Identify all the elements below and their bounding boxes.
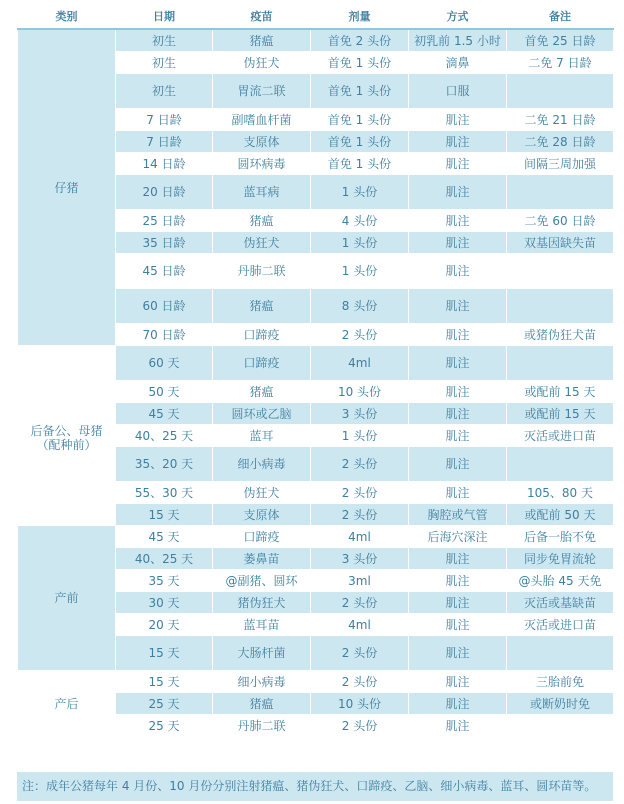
cell-method: 肌注 xyxy=(409,403,507,425)
cell-dose: 首免 1 头份 xyxy=(311,131,409,153)
cell-method: 肌注 xyxy=(409,232,507,254)
cell-remarks xyxy=(507,254,614,289)
cell-remarks: 二免 7 日龄 xyxy=(507,52,614,74)
cell-vaccine: 细小病毒 xyxy=(213,671,311,693)
cell-vaccine: 伪狂犬 xyxy=(213,232,311,254)
cell-date: 25 日龄 xyxy=(116,210,213,232)
cell-remarks: 或配前 50 天 xyxy=(507,504,614,526)
cell-vaccine: 支原体 xyxy=(213,131,311,153)
footnote: 注：成年公猪每年 4 月份、10 月份分别注射猪瘟、猪伪狂犬、口蹄疫、乙脑、细小病毒、蓝耳、圆环苗等。 xyxy=(17,772,613,801)
cell-date: 30 天 xyxy=(116,592,213,614)
category-postpartum: 产后 xyxy=(18,671,116,737)
cell-vaccine: 猪瘟 xyxy=(213,693,311,715)
cell-vaccine: 猪瘟 xyxy=(213,210,311,232)
cell-dose: 4 头份 xyxy=(311,210,409,232)
cell-dose: 首免 1 头份 xyxy=(311,153,409,175)
cell-remarks xyxy=(507,447,614,482)
cell-method: 肌注 xyxy=(409,109,507,131)
cell-method: 肌注 xyxy=(409,715,507,737)
header-date: 日期 xyxy=(116,6,213,30)
cell-method: 滴鼻 xyxy=(409,52,507,74)
category-gilt-boar: 后备公、母猪（配种前） xyxy=(18,346,116,526)
header-dose: 剂量 xyxy=(311,6,409,30)
cell-date: 55、30 天 xyxy=(116,482,213,504)
cell-remarks: 三胎前免 xyxy=(507,671,614,693)
cell-dose: 3 头份 xyxy=(311,403,409,425)
cell-vaccine: 大肠杆菌 xyxy=(213,636,311,671)
cell-remarks: 二免 28 日龄 xyxy=(507,131,614,153)
cell-vaccine: 猪瘟 xyxy=(213,29,311,52)
cell-dose: 2 头份 xyxy=(311,636,409,671)
cell-vaccine: 萎鼻苗 xyxy=(213,548,311,570)
cell-method: 肌注 xyxy=(409,693,507,715)
cell-method: 肌注 xyxy=(409,447,507,482)
cell-remarks: 间隔三周加强 xyxy=(507,153,614,175)
cell-dose: 2 头份 xyxy=(311,592,409,614)
cell-date: 40、25 天 xyxy=(116,425,213,447)
cell-remarks xyxy=(507,636,614,671)
cell-remarks: 灭活或进口苗 xyxy=(507,614,614,636)
cell-dose: 3ml xyxy=(311,570,409,592)
cell-date: 45 天 xyxy=(116,403,213,425)
cell-remarks: 或猪伪狂犬苗 xyxy=(507,324,614,346)
cell-dose: 10 头份 xyxy=(311,381,409,403)
cell-dose: 10 头份 xyxy=(311,693,409,715)
cell-vaccine: 圆环病毒 xyxy=(213,153,311,175)
cell-vaccine: 猪瘟 xyxy=(213,381,311,403)
cell-remarks xyxy=(507,289,614,324)
cell-date: 50 天 xyxy=(116,381,213,403)
cell-date: 60 日龄 xyxy=(116,289,213,324)
cell-vaccine: 口蹄疫 xyxy=(213,526,311,548)
cell-date: 7 日龄 xyxy=(116,131,213,153)
header-method: 方式 xyxy=(409,6,507,30)
table-row xyxy=(18,29,614,52)
cell-vaccine: 伪狂犬 xyxy=(213,52,311,74)
cell-date: 40、25 天 xyxy=(116,548,213,570)
cell-method: 肌注 xyxy=(409,346,507,381)
cell-dose: 3 头份 xyxy=(311,548,409,570)
cell-vaccine: 圆环或乙脑 xyxy=(213,403,311,425)
cell-remarks: 首免 25 日龄 xyxy=(507,29,614,52)
cell-vaccine: 胃流二联 xyxy=(213,74,311,109)
cell-remarks: @头胎 45 天免 xyxy=(507,570,614,592)
cell-method: 肌注 xyxy=(409,210,507,232)
table-row xyxy=(18,526,614,548)
cell-vaccine: 口蹄疫 xyxy=(213,324,311,346)
cell-date: 25 天 xyxy=(116,715,213,737)
cell-vaccine: 副嗜血杆菌 xyxy=(213,109,311,131)
cell-vaccine: 猪瘟 xyxy=(213,289,311,324)
cell-method: 肌注 xyxy=(409,175,507,210)
table-body xyxy=(18,29,614,737)
cell-vaccine: 伪狂犬 xyxy=(213,482,311,504)
cell-dose: 2 头份 xyxy=(311,671,409,693)
cell-vaccine: 蓝耳病 xyxy=(213,175,311,210)
cell-date: 初生 xyxy=(116,52,213,74)
cell-remarks: 或断奶时免 xyxy=(507,693,614,715)
cell-dose: 首免 1 头份 xyxy=(311,109,409,131)
cell-dose: 1 头份 xyxy=(311,254,409,289)
table-header-row xyxy=(18,6,614,30)
cell-dose: 2 头份 xyxy=(311,482,409,504)
cell-method: 肌注 xyxy=(409,570,507,592)
cell-date: 初生 xyxy=(116,74,213,109)
cell-dose: 4ml xyxy=(311,526,409,548)
cell-dose: 首免 1 头份 xyxy=(311,52,409,74)
cell-method: 肌注 xyxy=(409,614,507,636)
cell-method: 后海穴深注 xyxy=(409,526,507,548)
cell-method: 口服 xyxy=(409,74,507,109)
cell-remarks xyxy=(507,715,614,737)
vaccination-schedule-table xyxy=(17,5,614,737)
cell-method: 肌注 xyxy=(409,671,507,693)
cell-method: 肌注 xyxy=(409,324,507,346)
cell-dose: 2 头份 xyxy=(311,447,409,482)
cell-remarks: 二免 21 日龄 xyxy=(507,109,614,131)
cell-method: 肌注 xyxy=(409,289,507,324)
cell-method: 肌注 xyxy=(409,381,507,403)
cell-method: 肌注 xyxy=(409,636,507,671)
cell-dose: 首免 2 头份 xyxy=(311,29,409,52)
cell-remarks xyxy=(507,74,614,109)
cell-method: 肌注 xyxy=(409,425,507,447)
cell-vaccine: 细小病毒 xyxy=(213,447,311,482)
cell-date: 45 日龄 xyxy=(116,254,213,289)
cell-remarks: 同步免胃流轮 xyxy=(507,548,614,570)
cell-remarks: 或配前 15 天 xyxy=(507,403,614,425)
cell-vaccine: 丹肺二联 xyxy=(213,715,311,737)
cell-method: 肌注 xyxy=(409,131,507,153)
cell-method: 初乳前 1.5 小时 xyxy=(409,29,507,52)
cell-vaccine: 支原体 xyxy=(213,504,311,526)
table-row xyxy=(18,346,614,381)
cell-dose: 2 头份 xyxy=(311,715,409,737)
cell-date: 45 天 xyxy=(116,526,213,548)
cell-date: 60 天 xyxy=(116,346,213,381)
cell-dose: 2 头份 xyxy=(311,504,409,526)
cell-date: 70 日龄 xyxy=(116,324,213,346)
cell-vaccine: 蓝耳 xyxy=(213,425,311,447)
cell-dose: 1 头份 xyxy=(311,175,409,210)
cell-remarks: 105、80 天 xyxy=(507,482,614,504)
cell-remarks: 二免 60 日龄 xyxy=(507,210,614,232)
cell-vaccine: 蓝耳苗 xyxy=(213,614,311,636)
cell-method: 肌注 xyxy=(409,482,507,504)
cell-dose: 4ml xyxy=(311,346,409,381)
cell-date: 35、20 天 xyxy=(116,447,213,482)
cell-method: 肌注 xyxy=(409,592,507,614)
cell-dose: 1 头份 xyxy=(311,232,409,254)
cell-remarks: 双基因缺失苗 xyxy=(507,232,614,254)
cell-date: 25 天 xyxy=(116,693,213,715)
cell-remarks: 或配前 15 天 xyxy=(507,381,614,403)
category-prepartum: 产前 xyxy=(18,526,116,671)
cell-remarks: 灭活或进口苗 xyxy=(507,425,614,447)
cell-dose: 8 头份 xyxy=(311,289,409,324)
cell-remarks xyxy=(507,175,614,210)
cell-date: 35 日龄 xyxy=(116,232,213,254)
table-row xyxy=(18,671,614,693)
cell-date: 20 天 xyxy=(116,614,213,636)
cell-remarks xyxy=(507,346,614,381)
cell-remarks: 灭活或基缺苗 xyxy=(507,592,614,614)
cell-date: 15 天 xyxy=(116,504,213,526)
cell-remarks: 后备一胎不免 xyxy=(507,526,614,548)
cell-method: 肌注 xyxy=(409,254,507,289)
cell-date: 14 日龄 xyxy=(116,153,213,175)
cell-method: 胸腔或气管 xyxy=(409,504,507,526)
cell-vaccine: 猪伪狂犬 xyxy=(213,592,311,614)
cell-dose: 首免 1 头份 xyxy=(311,74,409,109)
cell-vaccine: 丹肺二联 xyxy=(213,254,311,289)
cell-dose: 4ml xyxy=(311,614,409,636)
cell-dose: 1 头份 xyxy=(311,425,409,447)
category-piglet: 仔猪 xyxy=(18,29,116,346)
header-vaccine: 疫苗 xyxy=(213,6,311,30)
cell-vaccine: 口蹄疫 xyxy=(213,346,311,381)
cell-method: 肌注 xyxy=(409,548,507,570)
cell-date: 7 日龄 xyxy=(116,109,213,131)
cell-vaccine: @副猪、圆环 xyxy=(213,570,311,592)
header-remarks: 备注 xyxy=(507,6,614,30)
cell-date: 35 天 xyxy=(116,570,213,592)
cell-date: 15 天 xyxy=(116,671,213,693)
cell-method: 肌注 xyxy=(409,153,507,175)
cell-dose: 2 头份 xyxy=(311,324,409,346)
cell-date: 初生 xyxy=(116,29,213,52)
cell-date: 15 天 xyxy=(116,636,213,671)
header-category: 类别 xyxy=(18,6,116,30)
cell-date: 20 日龄 xyxy=(116,175,213,210)
